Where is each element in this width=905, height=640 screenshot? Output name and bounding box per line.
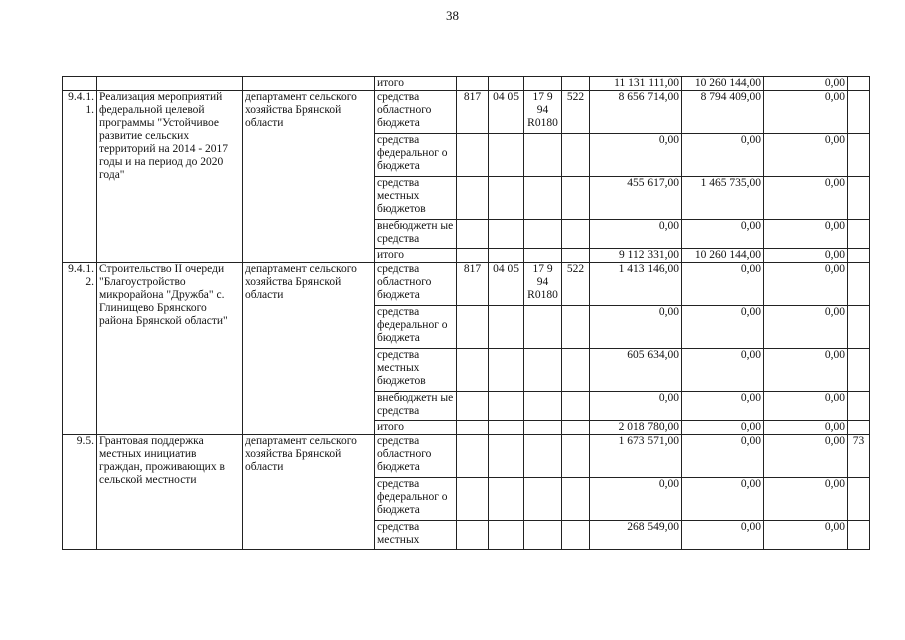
value-2018-cell: 8 794 409,00	[682, 91, 764, 134]
value-2017-cell: 1 673 571,00	[590, 435, 682, 478]
extra-cell	[848, 392, 870, 421]
csr-cell	[524, 306, 562, 349]
csr-cell: 17 9 94 R0180	[524, 263, 562, 306]
csr-cell	[524, 134, 562, 177]
value-2017-cell: 0,00	[590, 220, 682, 249]
source-cell: внебюджетн ые средства	[375, 220, 457, 249]
rzpr-cell	[489, 521, 524, 550]
vr-cell	[562, 77, 590, 91]
grbs-cell	[457, 306, 489, 349]
value-2019-cell: 0,00	[764, 249, 848, 263]
value-2019-cell: 0,00	[764, 77, 848, 91]
extra-cell: 73	[848, 435, 870, 478]
value-2017-cell: 9 112 331,00	[590, 249, 682, 263]
page-number: 38	[446, 8, 459, 23]
value-2017-cell: 455 617,00	[590, 177, 682, 220]
extra-cell	[848, 77, 870, 91]
vr-cell	[562, 134, 590, 177]
value-2018-cell: 0,00	[682, 521, 764, 550]
rzpr-cell	[489, 249, 524, 263]
value-2019-cell: 0,00	[764, 478, 848, 521]
extra-cell	[848, 521, 870, 550]
extra-cell	[848, 263, 870, 306]
extra-cell	[848, 421, 870, 435]
measure-name-cell: Реализация мероприятий федеральной целевой программы "Устойчивое развитие сельских территорий на 2014 - 2017 годы и на период до 2020 года"	[97, 91, 243, 263]
index-cell	[63, 77, 97, 91]
index-cell: 9.4.1. 2.	[63, 263, 97, 435]
extra-cell	[848, 91, 870, 134]
value-2019-cell: 0,00	[764, 220, 848, 249]
executor-cell	[243, 77, 375, 91]
csr-cell: 17 9 94 R0180	[524, 91, 562, 134]
grbs-cell	[457, 249, 489, 263]
value-2019-cell: 0,00	[764, 521, 848, 550]
value-2017-cell: 8 656 714,00	[590, 91, 682, 134]
value-2018-cell: 10 260 144,00	[682, 77, 764, 91]
vr-cell	[562, 220, 590, 249]
extra-cell	[848, 177, 870, 220]
value-2017-cell: 0,00	[590, 306, 682, 349]
source-cell: средства областного бюджета	[375, 263, 457, 306]
value-2018-cell: 10 260 144,00	[682, 249, 764, 263]
vr-cell	[562, 349, 590, 392]
extra-cell	[848, 478, 870, 521]
extra-cell	[848, 220, 870, 249]
value-2017-cell: 0,00	[590, 392, 682, 421]
value-2019-cell: 0,00	[764, 306, 848, 349]
csr-cell	[524, 220, 562, 249]
source-cell: средства федеральног о бюджета	[375, 134, 457, 177]
value-2018-cell: 0,00	[682, 478, 764, 521]
value-2018-cell: 0,00	[682, 263, 764, 306]
name-cell	[97, 77, 243, 91]
executor-cell: департамент сельского хозяйства Брянской области	[243, 435, 375, 550]
vr-cell	[562, 421, 590, 435]
budget-table	[62, 76, 870, 550]
rzpr-cell	[489, 349, 524, 392]
extra-cell	[848, 249, 870, 263]
measure-name-cell: Строительство II очереди "Благоустройство микрорайона "Дружба" с. Глинищево Брянского района Брянской области"	[97, 263, 243, 435]
value-2017-cell: 11 131 111,00	[590, 77, 682, 91]
csr-cell	[524, 521, 562, 550]
csr-cell	[524, 392, 562, 421]
vr-cell	[562, 306, 590, 349]
source-cell: итого	[375, 249, 457, 263]
extra-cell	[848, 306, 870, 349]
value-2017-cell: 268 549,00	[590, 521, 682, 550]
source-cell: средства областного бюджета	[375, 91, 457, 134]
source-cell: итого	[375, 421, 457, 435]
rzpr-cell	[489, 134, 524, 177]
csr-cell	[524, 177, 562, 220]
source-cell: средства областного бюджета	[375, 435, 457, 478]
grbs-cell	[457, 478, 489, 521]
csr-cell	[524, 478, 562, 521]
grbs-cell	[457, 392, 489, 421]
value-2019-cell: 0,00	[764, 177, 848, 220]
csr-cell	[524, 349, 562, 392]
vr-cell: 522	[562, 263, 590, 306]
rzpr-cell	[489, 421, 524, 435]
table-row	[63, 91, 870, 134]
executor-cell: департамент сельского хозяйства Брянской области	[243, 91, 375, 263]
rzpr-cell	[489, 220, 524, 249]
grbs-cell: 817	[457, 263, 489, 306]
rzpr-cell	[489, 306, 524, 349]
grbs-cell	[457, 435, 489, 478]
csr-cell	[524, 435, 562, 478]
table-row	[63, 77, 870, 91]
value-2018-cell: 1 465 735,00	[682, 177, 764, 220]
vr-cell: 522	[562, 91, 590, 134]
value-2017-cell: 0,00	[590, 134, 682, 177]
vr-cell	[562, 392, 590, 421]
vr-cell	[562, 478, 590, 521]
grbs-cell	[457, 177, 489, 220]
grbs-cell	[457, 220, 489, 249]
extra-cell	[848, 349, 870, 392]
value-2019-cell: 0,00	[764, 134, 848, 177]
rzpr-cell	[489, 435, 524, 478]
csr-cell	[524, 249, 562, 263]
value-2018-cell: 0,00	[682, 134, 764, 177]
vr-cell	[562, 521, 590, 550]
value-2018-cell: 0,00	[682, 220, 764, 249]
executor-cell: департамент сельского хозяйства Брянской области	[243, 263, 375, 435]
measure-name-cell: Грантовая поддержка местных инициатив граждан, проживающих в сельской местности	[97, 435, 243, 550]
table-row	[63, 263, 870, 306]
grbs-cell: 817	[457, 91, 489, 134]
vr-cell	[562, 435, 590, 478]
source-cell: средства федеральног о бюджета	[375, 306, 457, 349]
source-cell: средства федеральног о бюджета	[375, 478, 457, 521]
rzpr-cell	[489, 478, 524, 521]
value-2019-cell: 0,00	[764, 421, 848, 435]
value-2019-cell: 0,00	[764, 392, 848, 421]
table-row	[63, 435, 870, 478]
value-2018-cell: 0,00	[682, 435, 764, 478]
grbs-cell	[457, 77, 489, 91]
rzpr-cell	[489, 392, 524, 421]
rzpr-cell	[489, 77, 524, 91]
rzpr-cell: 04 05	[489, 263, 524, 306]
source-cell: средства местных бюджетов	[375, 349, 457, 392]
value-2019-cell: 0,00	[764, 349, 848, 392]
grbs-cell	[457, 349, 489, 392]
extra-cell	[848, 134, 870, 177]
index-cell: 9.5.	[63, 435, 97, 550]
value-2018-cell: 0,00	[682, 392, 764, 421]
grbs-cell	[457, 521, 489, 550]
value-2017-cell: 2 018 780,00	[590, 421, 682, 435]
source-cell: внебюджетн ые средства	[375, 392, 457, 421]
value-2018-cell: 0,00	[682, 349, 764, 392]
value-2017-cell: 1 413 146,00	[590, 263, 682, 306]
value-2018-cell: 0,00	[682, 421, 764, 435]
source-cell: средства местных	[375, 521, 457, 550]
value-2019-cell: 0,00	[764, 91, 848, 134]
value-2017-cell: 0,00	[590, 478, 682, 521]
rzpr-cell: 04 05	[489, 91, 524, 134]
value-2019-cell: 0,00	[764, 263, 848, 306]
grbs-cell	[457, 134, 489, 177]
grbs-cell	[457, 421, 489, 435]
csr-cell	[524, 421, 562, 435]
value-2017-cell: 605 634,00	[590, 349, 682, 392]
value-2019-cell: 0,00	[764, 435, 848, 478]
index-cell: 9.4.1. 1.	[63, 91, 97, 263]
vr-cell	[562, 177, 590, 220]
csr-cell	[524, 77, 562, 91]
vr-cell	[562, 249, 590, 263]
rzpr-cell	[489, 177, 524, 220]
value-2018-cell: 0,00	[682, 306, 764, 349]
source-cell: средства местных бюджетов	[375, 177, 457, 220]
source-cell: итого	[375, 77, 457, 91]
